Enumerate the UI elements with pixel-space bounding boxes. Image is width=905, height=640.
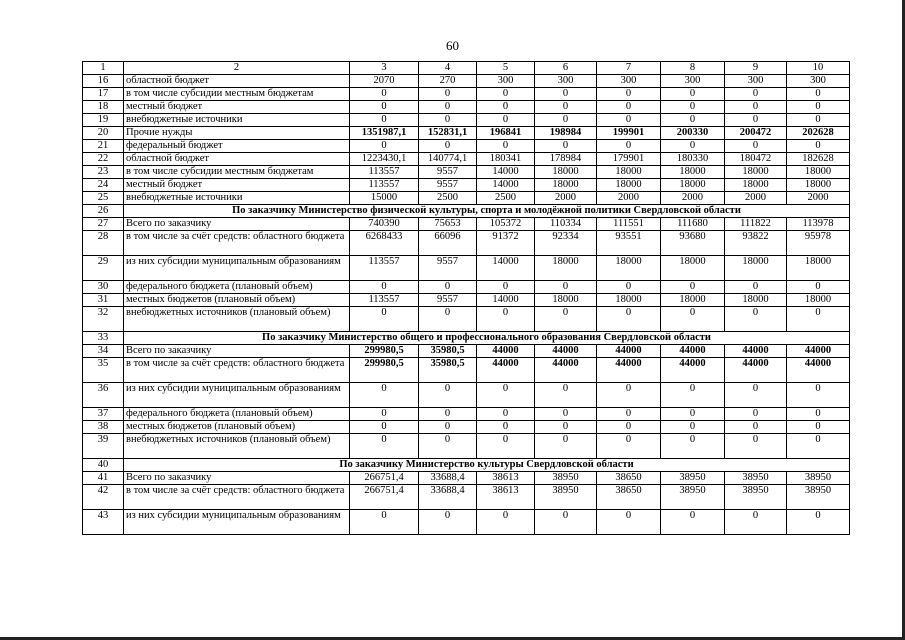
value-cell: 0 <box>419 434 477 459</box>
value-cell: 0 <box>597 88 661 101</box>
row-label: в том числе субсидии местным бюджетам <box>124 166 350 179</box>
value-cell: 95978 <box>787 231 850 256</box>
value-cell: 38650 <box>597 472 661 485</box>
table-row <box>83 101 850 114</box>
row-number: 28 <box>83 231 124 256</box>
value-cell: 38950 <box>725 472 787 485</box>
value-cell: 38613 <box>477 472 535 485</box>
value-cell: 0 <box>597 383 661 408</box>
value-cell: 14000 <box>477 294 535 307</box>
value-cell: 300 <box>787 75 850 88</box>
row-number: 38 <box>83 421 124 434</box>
value-cell: 105372 <box>477 218 535 231</box>
value-cell: 38950 <box>661 485 725 510</box>
column-header: 8 <box>661 62 725 75</box>
column-header: 4 <box>419 62 477 75</box>
value-cell: 0 <box>661 434 725 459</box>
value-cell: 2070 <box>350 75 419 88</box>
value-cell: 18000 <box>661 256 725 281</box>
value-cell: 200472 <box>725 127 787 140</box>
value-cell: 18000 <box>661 179 725 192</box>
value-cell: 2000 <box>725 192 787 205</box>
value-cell: 0 <box>725 307 787 332</box>
value-cell: 1223430,1 <box>350 153 419 166</box>
table-body <box>83 62 850 535</box>
table-row <box>83 281 850 294</box>
value-cell: 179901 <box>597 153 661 166</box>
page-number: 60 <box>446 38 459 53</box>
value-cell: 152831,1 <box>419 127 477 140</box>
table-row <box>83 218 850 231</box>
row-number: 32 <box>83 307 124 332</box>
value-cell: 9557 <box>419 179 477 192</box>
value-cell: 14000 <box>477 179 535 192</box>
value-cell: 0 <box>535 88 597 101</box>
table-row <box>83 127 850 140</box>
value-cell: 0 <box>350 510 419 535</box>
value-cell: 0 <box>661 383 725 408</box>
value-cell: 0 <box>725 510 787 535</box>
column-header: 2 <box>124 62 350 75</box>
value-cell: 91372 <box>477 231 535 256</box>
value-cell: 0 <box>787 281 850 294</box>
value-cell: 0 <box>535 510 597 535</box>
value-cell: 266751,4 <box>350 485 419 510</box>
table-row <box>83 140 850 153</box>
value-cell: 0 <box>725 114 787 127</box>
row-number: 42 <box>83 485 124 510</box>
value-cell: 18000 <box>725 294 787 307</box>
value-cell: 44000 <box>477 345 535 358</box>
section-row <box>83 332 850 345</box>
value-cell: 0 <box>477 307 535 332</box>
value-cell: 18000 <box>787 294 850 307</box>
value-cell: 18000 <box>725 166 787 179</box>
value-cell: 0 <box>725 421 787 434</box>
table-row <box>83 179 850 192</box>
row-number: 43 <box>83 510 124 535</box>
value-cell: 110334 <box>535 218 597 231</box>
value-cell: 38950 <box>661 472 725 485</box>
value-cell: 0 <box>787 421 850 434</box>
value-cell: 38950 <box>535 472 597 485</box>
value-cell: 9557 <box>419 166 477 179</box>
value-cell: 140774,1 <box>419 153 477 166</box>
value-cell: 18000 <box>787 256 850 281</box>
value-cell: 113557 <box>350 179 419 192</box>
value-cell: 111822 <box>725 218 787 231</box>
column-header: 7 <box>597 62 661 75</box>
value-cell: 0 <box>725 408 787 421</box>
value-cell: 0 <box>661 510 725 535</box>
value-cell: 0 <box>597 434 661 459</box>
value-cell: 2500 <box>477 192 535 205</box>
row-number: 30 <box>83 281 124 294</box>
section-row <box>83 459 850 472</box>
row-label: федерального бюджета (плановый объем) <box>124 408 350 421</box>
value-cell: 14000 <box>477 256 535 281</box>
value-cell: 0 <box>350 408 419 421</box>
value-cell: 0 <box>597 114 661 127</box>
value-cell: 18000 <box>661 294 725 307</box>
value-cell: 0 <box>419 510 477 535</box>
table-row <box>83 472 850 485</box>
value-cell: 300 <box>597 75 661 88</box>
value-cell: 18000 <box>787 166 850 179</box>
value-cell: 0 <box>725 88 787 101</box>
row-number: 31 <box>83 294 124 307</box>
value-cell: 44000 <box>725 345 787 358</box>
row-number: 39 <box>83 434 124 459</box>
value-cell: 15000 <box>350 192 419 205</box>
value-cell: 18000 <box>597 256 661 281</box>
value-cell: 0 <box>661 140 725 153</box>
value-cell: 0 <box>787 408 850 421</box>
value-cell: 0 <box>535 281 597 294</box>
value-cell: 0 <box>350 383 419 408</box>
value-cell: 38613 <box>477 485 535 510</box>
value-cell: 111551 <box>597 218 661 231</box>
row-label: внебюджетных источников (плановый объем) <box>124 434 350 459</box>
value-cell: 196841 <box>477 127 535 140</box>
value-cell: 18000 <box>597 179 661 192</box>
value-cell: 202628 <box>787 127 850 140</box>
value-cell: 0 <box>477 140 535 153</box>
value-cell: 35980,5 <box>419 345 477 358</box>
value-cell: 2000 <box>597 192 661 205</box>
value-cell: 93822 <box>725 231 787 256</box>
value-cell: 199901 <box>597 127 661 140</box>
value-cell: 9557 <box>419 256 477 281</box>
value-cell: 0 <box>597 140 661 153</box>
value-cell: 0 <box>419 408 477 421</box>
row-number: 34 <box>83 345 124 358</box>
value-cell: 38950 <box>725 485 787 510</box>
value-cell: 9557 <box>419 294 477 307</box>
value-cell: 44000 <box>725 358 787 383</box>
value-cell: 0 <box>535 383 597 408</box>
value-cell: 0 <box>661 114 725 127</box>
column-header: 10 <box>787 62 850 75</box>
table-row <box>83 434 850 459</box>
value-cell: 18000 <box>725 256 787 281</box>
row-label: из них субсидии муниципальным образованиям <box>124 256 350 281</box>
value-cell: 0 <box>535 307 597 332</box>
value-cell: 18000 <box>535 179 597 192</box>
value-cell: 0 <box>597 281 661 294</box>
value-cell: 0 <box>535 421 597 434</box>
value-cell: 0 <box>477 281 535 294</box>
section-title: По заказчику Министерство культуры Свердловской области <box>124 459 850 472</box>
value-cell: 740390 <box>350 218 419 231</box>
row-number: 24 <box>83 179 124 192</box>
table-row <box>83 294 850 307</box>
table-row <box>83 75 850 88</box>
value-cell: 0 <box>477 434 535 459</box>
row-number: 33 <box>83 332 124 345</box>
value-cell: 18000 <box>535 256 597 281</box>
value-cell: 0 <box>787 101 850 114</box>
value-cell: 44000 <box>535 345 597 358</box>
value-cell: 18000 <box>535 294 597 307</box>
row-label: внебюджетные источники <box>124 192 350 205</box>
value-cell: 0 <box>477 114 535 127</box>
value-cell: 0 <box>477 421 535 434</box>
value-cell: 44000 <box>597 345 661 358</box>
table-row <box>83 510 850 535</box>
value-cell: 180341 <box>477 153 535 166</box>
table-row <box>83 153 850 166</box>
row-label: областной бюджет <box>124 153 350 166</box>
column-header: 3 <box>350 62 419 75</box>
column-header: 5 <box>477 62 535 75</box>
value-cell: 0 <box>535 408 597 421</box>
value-cell: 35980,5 <box>419 358 477 383</box>
value-cell: 0 <box>597 408 661 421</box>
row-number: 40 <box>83 459 124 472</box>
value-cell: 6268433 <box>350 231 419 256</box>
value-cell: 0 <box>350 88 419 101</box>
row-number: 17 <box>83 88 124 101</box>
column-header: 1 <box>83 62 124 75</box>
row-number: 18 <box>83 101 124 114</box>
value-cell: 0 <box>725 140 787 153</box>
budget-table <box>82 61 850 535</box>
table-row <box>83 383 850 408</box>
value-cell: 0 <box>419 281 477 294</box>
row-number: 29 <box>83 256 124 281</box>
value-cell: 0 <box>661 421 725 434</box>
value-cell: 14000 <box>477 166 535 179</box>
value-cell: 0 <box>787 434 850 459</box>
value-cell: 18000 <box>535 166 597 179</box>
table-row <box>83 231 850 256</box>
table-row <box>83 114 850 127</box>
value-cell: 0 <box>419 421 477 434</box>
value-cell: 299980,5 <box>350 358 419 383</box>
value-cell: 113557 <box>350 256 419 281</box>
row-label: местных бюджетов (плановый объем) <box>124 421 350 434</box>
row-label: Всего по заказчику <box>124 472 350 485</box>
value-cell: 2000 <box>661 192 725 205</box>
value-cell: 0 <box>725 434 787 459</box>
row-label: внебюджетных источников (плановый объем) <box>124 307 350 332</box>
value-cell: 18000 <box>725 179 787 192</box>
section-title: По заказчику Министерство общего и профессионального образования Свердловской области <box>124 332 850 345</box>
value-cell: 178984 <box>535 153 597 166</box>
value-cell: 38950 <box>787 485 850 510</box>
value-cell: 299980,5 <box>350 345 419 358</box>
value-cell: 0 <box>350 434 419 459</box>
value-cell: 0 <box>787 510 850 535</box>
row-number: 35 <box>83 358 124 383</box>
value-cell: 0 <box>535 140 597 153</box>
row-label: федерального бюджета (плановый объем) <box>124 281 350 294</box>
table-row <box>83 358 850 383</box>
value-cell: 270 <box>419 75 477 88</box>
value-cell: 33688,4 <box>419 472 477 485</box>
value-cell: 0 <box>597 307 661 332</box>
value-cell: 0 <box>597 101 661 114</box>
value-cell: 2000 <box>787 192 850 205</box>
value-cell: 0 <box>419 383 477 408</box>
value-cell: 180330 <box>661 153 725 166</box>
value-cell: 0 <box>350 140 419 153</box>
row-label: федеральный бюджет <box>124 140 350 153</box>
value-cell: 0 <box>535 114 597 127</box>
value-cell: 2000 <box>535 192 597 205</box>
value-cell: 93551 <box>597 231 661 256</box>
value-cell: 44000 <box>477 358 535 383</box>
row-label: из них субсидии муниципальным образованиям <box>124 510 350 535</box>
row-number: 23 <box>83 166 124 179</box>
row-label: Прочие нужды <box>124 127 350 140</box>
value-cell: 1351987,1 <box>350 127 419 140</box>
value-cell: 75653 <box>419 218 477 231</box>
value-cell: 300 <box>477 75 535 88</box>
value-cell: 18000 <box>787 179 850 192</box>
row-number: 16 <box>83 75 124 88</box>
row-label: Всего по заказчику <box>124 345 350 358</box>
value-cell: 0 <box>661 307 725 332</box>
value-cell: 0 <box>787 140 850 153</box>
value-cell: 92334 <box>535 231 597 256</box>
value-cell: 93680 <box>661 231 725 256</box>
table-row <box>83 192 850 205</box>
row-label: внебюджетные источники <box>124 114 350 127</box>
value-cell: 0 <box>419 88 477 101</box>
value-cell: 38950 <box>787 472 850 485</box>
value-cell: 44000 <box>597 358 661 383</box>
value-cell: 300 <box>661 75 725 88</box>
row-number: 20 <box>83 127 124 140</box>
row-label: Всего по заказчику <box>124 218 350 231</box>
value-cell: 0 <box>350 421 419 434</box>
value-cell: 0 <box>725 383 787 408</box>
value-cell: 2500 <box>419 192 477 205</box>
value-cell: 0 <box>350 281 419 294</box>
value-cell: 300 <box>725 75 787 88</box>
table-row <box>83 166 850 179</box>
value-cell: 0 <box>419 140 477 153</box>
value-cell: 66096 <box>419 231 477 256</box>
value-cell: 0 <box>661 408 725 421</box>
row-number: 19 <box>83 114 124 127</box>
section-row <box>83 205 850 218</box>
value-cell: 0 <box>661 101 725 114</box>
value-cell: 44000 <box>535 358 597 383</box>
value-cell: 0 <box>535 434 597 459</box>
value-cell: 0 <box>477 101 535 114</box>
value-cell: 300 <box>535 75 597 88</box>
value-cell: 18000 <box>597 166 661 179</box>
value-cell: 0 <box>597 421 661 434</box>
value-cell: 44000 <box>787 358 850 383</box>
row-number: 27 <box>83 218 124 231</box>
value-cell: 0 <box>787 383 850 408</box>
row-number: 21 <box>83 140 124 153</box>
value-cell: 0 <box>477 510 535 535</box>
column-header: 9 <box>725 62 787 75</box>
value-cell: 111680 <box>661 218 725 231</box>
table-row <box>83 408 850 421</box>
table-header-row <box>83 62 850 75</box>
value-cell: 0 <box>419 101 477 114</box>
value-cell: 0 <box>787 114 850 127</box>
value-cell: 0 <box>477 88 535 101</box>
table-row <box>83 485 850 510</box>
value-cell: 44000 <box>661 345 725 358</box>
value-cell: 0 <box>419 307 477 332</box>
value-cell: 38950 <box>535 485 597 510</box>
value-cell: 266751,4 <box>350 472 419 485</box>
table-row <box>83 421 850 434</box>
section-title: По заказчику Министерство физической культуры, спорта и молодёжной политики Свердловской области <box>124 205 850 218</box>
value-cell: 0 <box>350 101 419 114</box>
column-header: 6 <box>535 62 597 75</box>
row-number: 22 <box>83 153 124 166</box>
value-cell: 113557 <box>350 294 419 307</box>
value-cell: 0 <box>725 281 787 294</box>
value-cell: 113978 <box>787 218 850 231</box>
row-label: местный бюджет <box>124 179 350 192</box>
value-cell: 0 <box>477 383 535 408</box>
value-cell: 0 <box>787 88 850 101</box>
value-cell: 0 <box>350 114 419 127</box>
row-label: из них субсидии муниципальным образованиям <box>124 383 350 408</box>
value-cell: 198984 <box>535 127 597 140</box>
value-cell: 180472 <box>725 153 787 166</box>
table-row <box>83 256 850 281</box>
table-row <box>83 345 850 358</box>
value-cell: 0 <box>419 114 477 127</box>
row-label: местный бюджет <box>124 101 350 114</box>
value-cell: 113557 <box>350 166 419 179</box>
value-cell: 38650 <box>597 485 661 510</box>
row-label: местных бюджетов (плановый объем) <box>124 294 350 307</box>
row-number: 41 <box>83 472 124 485</box>
row-number: 26 <box>83 205 124 218</box>
row-label: в том числе субсидии местным бюджетам <box>124 88 350 101</box>
row-label: в том числе за счёт средств: областного бюджета <box>124 358 350 383</box>
value-cell: 18000 <box>661 166 725 179</box>
value-cell: 0 <box>661 281 725 294</box>
value-cell: 0 <box>787 307 850 332</box>
row-number: 37 <box>83 408 124 421</box>
value-cell: 44000 <box>787 345 850 358</box>
value-cell: 18000 <box>597 294 661 307</box>
value-cell: 33688,4 <box>419 485 477 510</box>
value-cell: 0 <box>350 307 419 332</box>
value-cell: 0 <box>597 510 661 535</box>
value-cell: 182628 <box>787 153 850 166</box>
value-cell: 0 <box>477 408 535 421</box>
value-cell: 0 <box>725 101 787 114</box>
value-cell: 0 <box>535 101 597 114</box>
value-cell: 0 <box>661 88 725 101</box>
row-number: 25 <box>83 192 124 205</box>
row-label: в том числе за счёт средств: областного бюджета <box>124 485 350 510</box>
row-label: в том числе за счёт средств: областного бюджета <box>124 231 350 256</box>
table-row <box>83 88 850 101</box>
value-cell: 200330 <box>661 127 725 140</box>
value-cell: 44000 <box>661 358 725 383</box>
table-row <box>83 307 850 332</box>
row-label: областной бюджет <box>124 75 350 88</box>
row-number: 36 <box>83 383 124 408</box>
